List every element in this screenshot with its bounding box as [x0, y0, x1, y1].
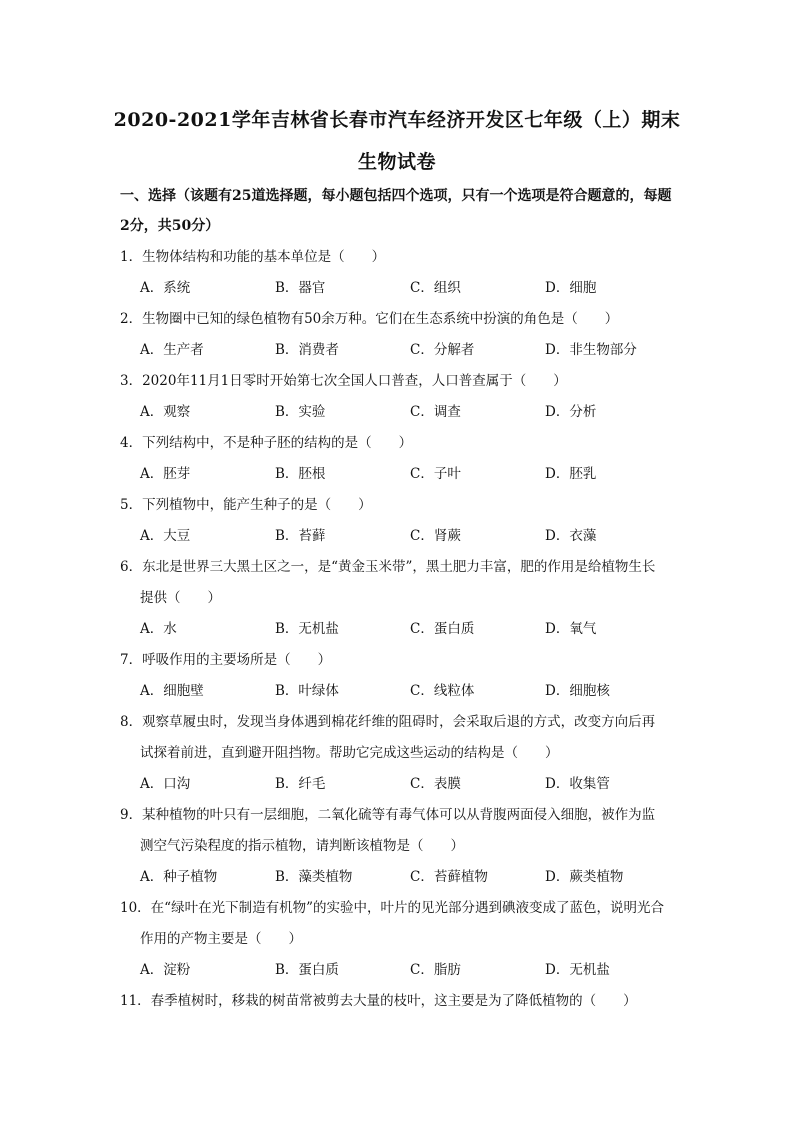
option-c: C．表膜	[410, 776, 461, 792]
question-7	[120, 645, 680, 707]
question-10	[120, 893, 680, 986]
question-stem-continued: 试探着前进，直到避开阻挡物。帮助它完成这些运动的结构是（ ）	[140, 745, 559, 761]
option-b: B．叶绿体	[275, 683, 339, 699]
option-a: A．口沟	[140, 776, 191, 792]
option-b: B．胚根	[275, 466, 326, 482]
question-stem: 2．生物圈中已知的绿色植物有50余万种。它们在生态系统中扮演的角色是（ ）	[120, 311, 619, 327]
option-b: B．纤毛	[275, 776, 326, 792]
option-c: C．组织	[410, 280, 461, 296]
option-b: B．器官	[275, 280, 326, 296]
option-b: B．实验	[275, 404, 326, 420]
option-a: A．淀粉	[140, 962, 191, 978]
options-row	[120, 955, 680, 986]
option-a: A．胚芽	[140, 466, 191, 482]
option-b: B．无机盐	[275, 621, 339, 637]
question-2	[120, 304, 680, 366]
option-b: B．消费者	[275, 342, 339, 358]
options-row	[120, 273, 680, 304]
question-stem: 4．下列结构中，不是种子胚的结构的是（ ）	[120, 435, 413, 451]
question-stem: 3．2020年11月1日零时开始第七次全国人口普查，人口普查属于（ ）	[120, 373, 567, 389]
options-row	[120, 397, 680, 428]
question-stem: 9．某种植物的叶只有一层细胞，二氧化硫等有毒气体可以从背腹两面侵入细胞，被作为监	[120, 807, 656, 823]
question-9	[120, 800, 680, 893]
option-a: A．大豆	[140, 528, 191, 544]
question-6	[120, 552, 680, 645]
option-b: B．蛋白质	[275, 962, 339, 978]
option-d: D．收集管	[545, 776, 610, 792]
option-b: B．苔藓	[275, 528, 326, 544]
option-a: A．种子植物	[140, 869, 218, 885]
question-stem-continued: 测空气污染程度的指示植物，请判断该植物是（ ）	[140, 838, 464, 854]
option-c: C．分解者	[410, 342, 475, 358]
question-list	[120, 242, 680, 1017]
options-row	[120, 335, 680, 366]
options-row	[120, 862, 680, 893]
options-row	[120, 459, 680, 490]
question-stem: 7．呼吸作用的主要场所是（ ）	[120, 652, 332, 668]
option-d: D．细胞	[545, 280, 597, 296]
option-c: C．调查	[410, 404, 461, 420]
options-row	[120, 769, 680, 800]
option-a: A．细胞壁	[140, 683, 204, 699]
question-4	[120, 428, 680, 490]
option-d: D．胚乳	[545, 466, 597, 482]
option-c: C．线粒体	[410, 683, 475, 699]
question-5	[120, 490, 680, 552]
title-line-1: 2020-2021学年吉林省长春市汽车经济开发区七年级（上）期末	[113, 109, 681, 131]
option-a: A．观察	[140, 404, 191, 420]
option-b: B．藻类植物	[275, 869, 353, 885]
option-d: D．非生物部分	[545, 342, 637, 358]
question-stem: 5．下列植物中，能产生种子的是（ ）	[120, 497, 372, 513]
question-stem: 10．在“绿叶在光下制造有机物”的实验中，叶片的见光部分遇到碘液变成了蓝色，说明光合	[120, 900, 664, 916]
option-c: C．苔藓植物	[410, 869, 488, 885]
option-d: D．分析	[545, 404, 597, 420]
question-3	[120, 366, 680, 428]
options-row	[120, 614, 680, 645]
section-heading	[120, 181, 680, 241]
option-c: C．蛋白质	[410, 621, 475, 637]
question-stem-continued: 作用的产物主要是（ ）	[140, 931, 302, 947]
options-row	[120, 676, 680, 707]
question-stem: 11．春季植树时，移栽的树苗常被剪去大量的枝叶，这主要是为了降低植物的（ ）	[120, 993, 637, 1009]
question-stem-continued: 提供（ ）	[140, 590, 221, 606]
option-a: A．生产者	[140, 342, 204, 358]
option-a: A．系统	[140, 280, 191, 296]
section-heading-line-1: 一、选择（该题有25道选择题，每小题包括四个选项，只有一个选项是符合题意的，每题	[120, 188, 672, 204]
option-a: A．水	[140, 621, 177, 637]
question-1	[120, 242, 680, 304]
title-line-2: 生物试卷	[357, 151, 436, 173]
option-c: C．子叶	[410, 466, 461, 482]
option-c: C．肾蕨	[410, 528, 461, 544]
options-row	[120, 521, 680, 552]
question-stem: 1．生物体结构和功能的基本单位是（ ）	[120, 249, 386, 265]
question-8	[120, 707, 680, 800]
option-c: C．脂肪	[410, 962, 461, 978]
option-d: D．氧气	[545, 621, 597, 637]
option-d: D．衣藻	[545, 528, 597, 544]
question-11	[120, 986, 680, 1017]
section-heading-line-2: 2分，共50分）	[120, 218, 220, 234]
question-stem: 6．东北是世界三大黑土区之一，是“黄金玉米带”，黑土肥力丰富，肥的作用是给植物生长	[120, 559, 656, 575]
question-stem: 8．观察草履虫时，发现当身体遇到棉花纤维的阻碍时，会采取后退的方式，改变方向后再	[120, 714, 656, 730]
option-d: D．细胞核	[545, 683, 610, 699]
option-d: D．蕨类植物	[545, 869, 624, 885]
option-d: D．无机盐	[545, 962, 610, 978]
